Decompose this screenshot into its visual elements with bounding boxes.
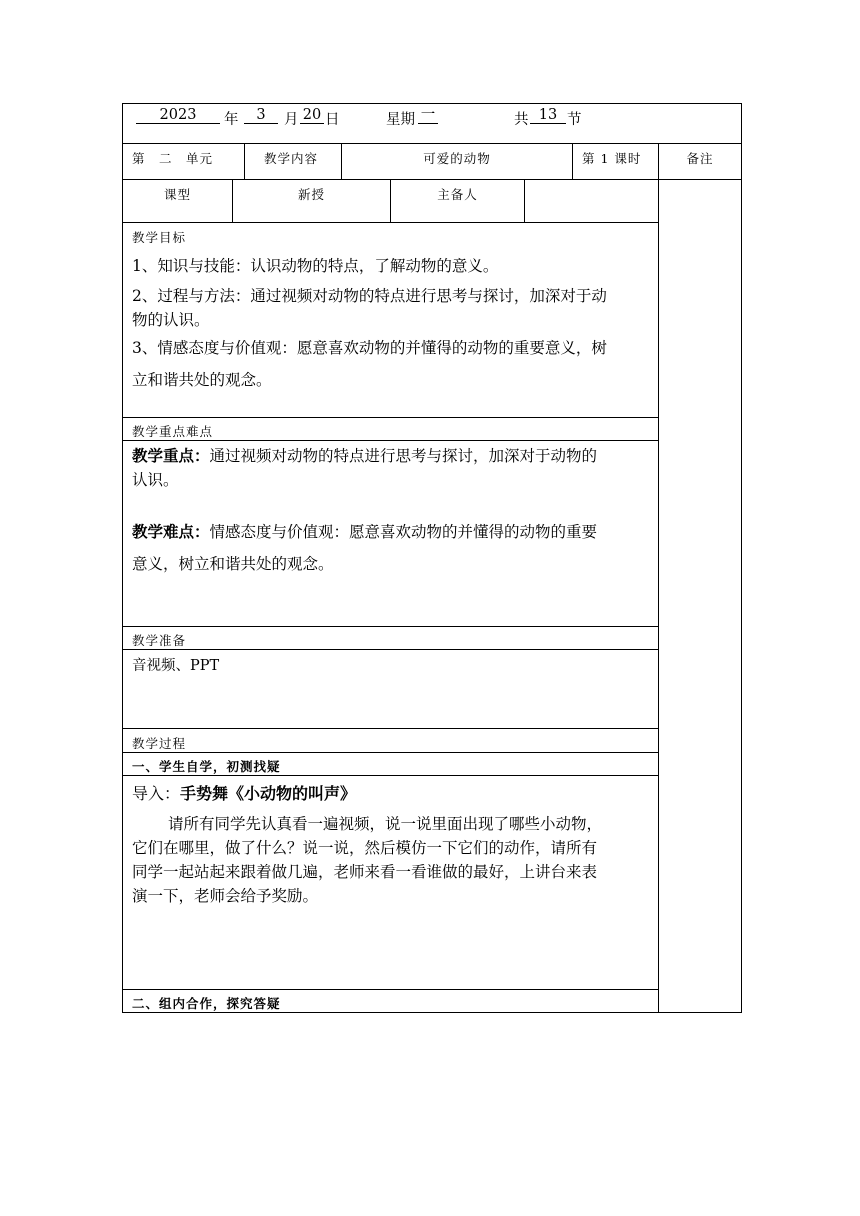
row-divider: [122, 179, 742, 180]
row-divider: [122, 626, 659, 627]
col-divider: [524, 179, 525, 223]
weekday-label: 星期: [386, 112, 415, 128]
lesson-type-value: 新授: [297, 187, 325, 202]
col-divider: [572, 143, 573, 180]
total-label: 共: [514, 112, 529, 128]
day-unit: 日: [325, 112, 340, 128]
table-border-right: [741, 103, 742, 1013]
row-divider: [122, 440, 659, 441]
table-border-bottom: [122, 1012, 742, 1013]
row-divider: [122, 775, 659, 776]
year-value: 2023: [136, 108, 220, 124]
process-section-1: 一、学生自学，初测找疑: [132, 759, 281, 774]
focus-text: 通过视频对动物的特点进行思考与探讨，加深对于动物的: [209, 447, 598, 465]
row-divider: [122, 649, 659, 650]
goals-heading: 教学目标: [132, 230, 187, 245]
paragraph-line: 请所有同学先认真看一遍视频，说一说里面出现了哪些小动物，: [168, 815, 603, 833]
row-divider: [122, 417, 659, 418]
intro-title: 手势舞《小动物的叫声》: [180, 784, 357, 803]
year-unit: 年: [224, 112, 239, 128]
remarks-column-divider: [658, 143, 659, 1013]
preparation-heading: 教学准备: [132, 633, 187, 648]
month-value: 3: [244, 108, 278, 124]
row-divider: [122, 143, 742, 144]
focus-line-2: 认识。: [132, 471, 179, 489]
preparer-label: 主备人: [437, 187, 478, 202]
intro-label: 导入：: [132, 784, 181, 803]
row-divider: [122, 728, 659, 729]
total-unit: 节: [567, 112, 582, 128]
paragraph-line: 它们在哪里，做了什么？说一说，然后模仿一下它们的动作，请所有: [132, 839, 598, 857]
keypoints-heading: 教学重点难点: [132, 424, 214, 439]
remarks-header: 备注: [686, 151, 714, 166]
goal-line: 3、情感态度与价值观：愿意喜欢动物的并懂得的动物的重要意义，树: [132, 339, 607, 357]
content-value: 可爱的动物: [423, 151, 491, 166]
goal-line: 1、知识与技能：认识动物的特点，了解动物的意义。: [132, 257, 499, 275]
unit-cell: 第 二 单元: [132, 151, 214, 166]
difficulty-label: 教学难点：: [132, 522, 210, 541]
col-divider: [244, 143, 245, 180]
weekday-value: 一: [418, 108, 438, 124]
goal-line: 物的认识。: [132, 311, 210, 329]
content-label: 教学内容: [264, 151, 319, 166]
difficulty-line: [132, 520, 597, 542]
difficulty-line-2: 意义，树立和谐共处的观念。: [132, 555, 334, 573]
process-heading: 教学过程: [132, 736, 187, 751]
focus-label: 教学重点：: [132, 446, 210, 465]
goal-line: 立和谐共处的观念。: [132, 371, 272, 389]
preparation-content: 音视频、PPT: [132, 658, 220, 674]
table-border-top: [122, 103, 742, 104]
lesson-type-label: 课型: [163, 187, 191, 202]
process-section-2: 二、组内合作，探究答疑: [132, 996, 281, 1011]
difficulty-text: 情感态度与价值观：愿意喜欢动物的并懂得的动物的重要: [209, 523, 598, 541]
lesson-number: 第 1 课时: [582, 151, 642, 166]
paragraph-line: 同学一起站起来跟着做几遍，老师来看一看谁做的最好，上讲台来表: [132, 863, 598, 881]
month-unit: 月: [284, 112, 299, 128]
row-divider: [122, 989, 659, 990]
goal-line: 2、过程与方法：通过视频对动物的特点进行思考与探讨，加深对于动: [132, 287, 607, 305]
paragraph-line: 演一下，老师会给予奖励。: [132, 887, 319, 905]
total-value: 13: [530, 108, 566, 124]
focus-line: [132, 444, 597, 466]
intro-line: [132, 781, 356, 804]
day-value: 20: [300, 108, 324, 124]
table-border-left: [122, 103, 123, 1013]
row-divider: [122, 752, 659, 753]
